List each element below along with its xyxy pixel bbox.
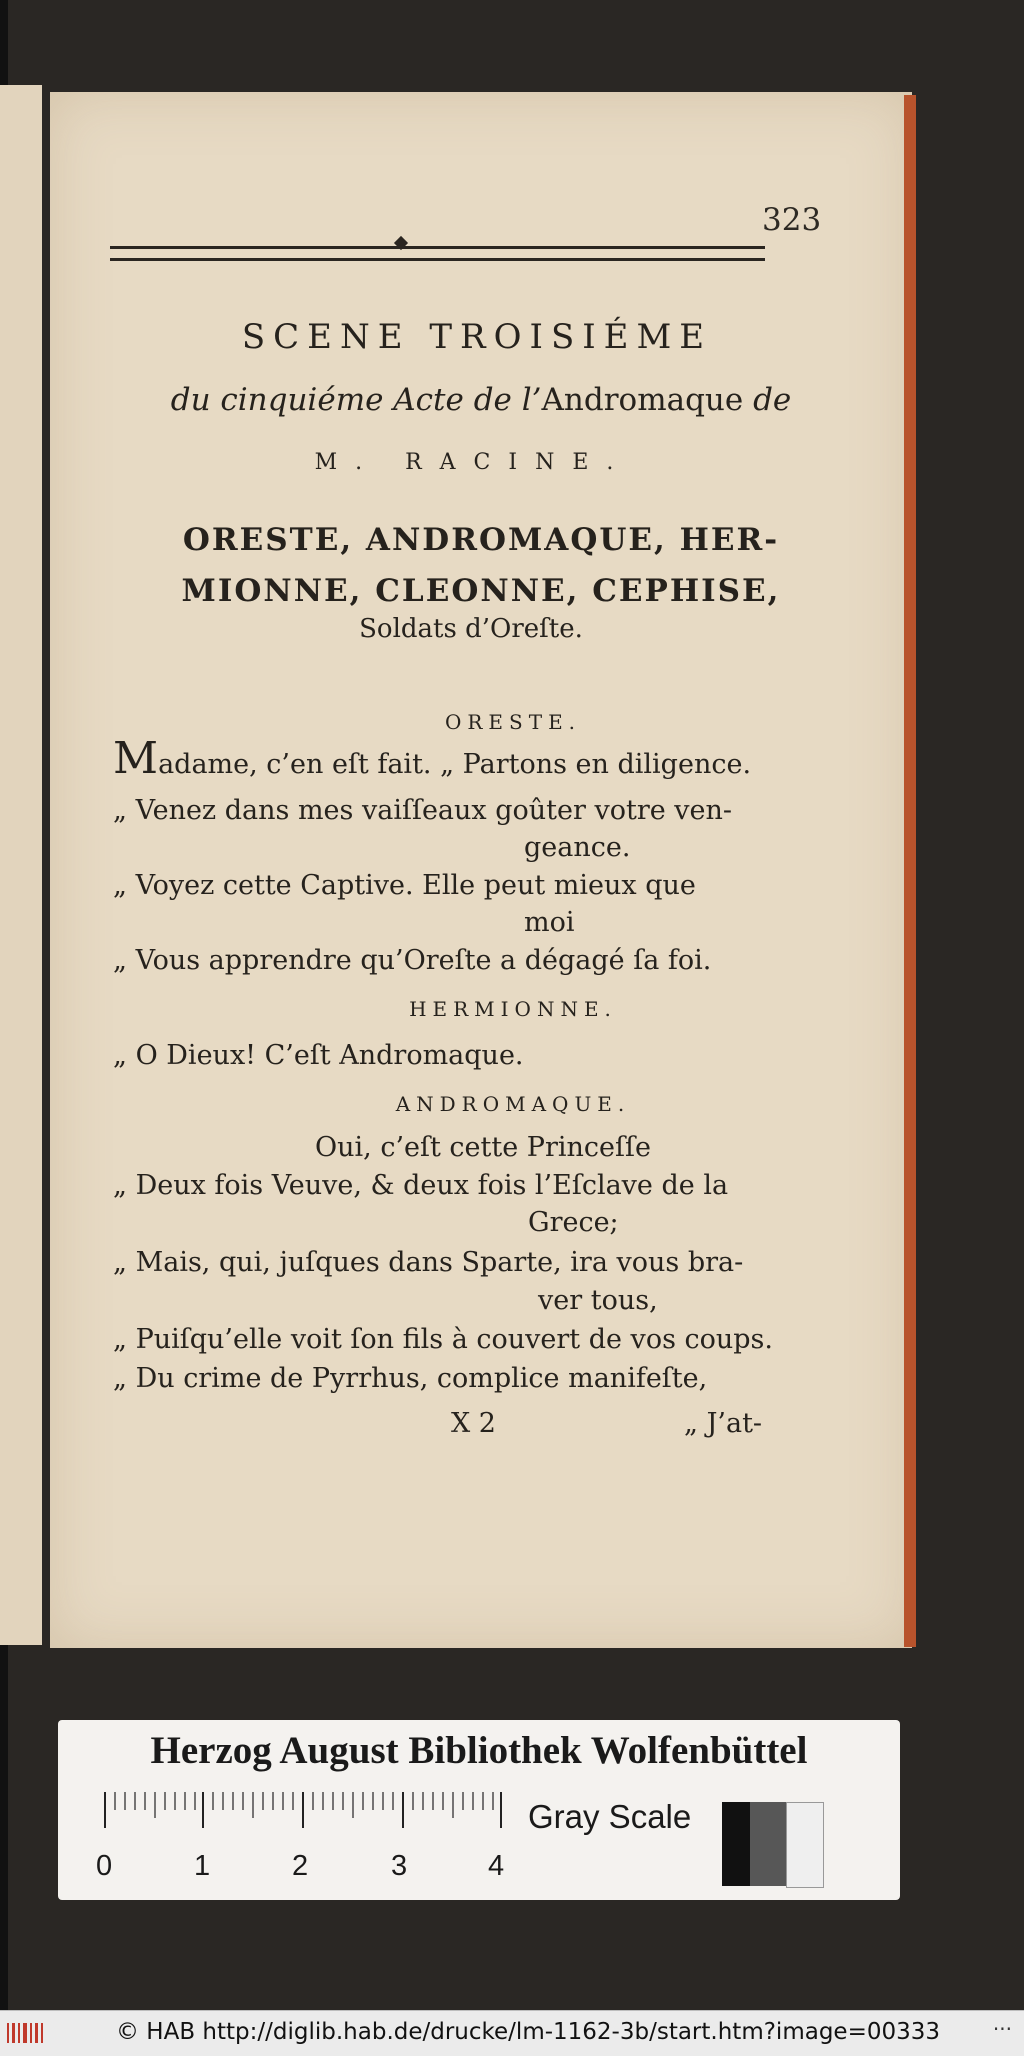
ruler-tick-2: 2 xyxy=(292,1850,309,1882)
verse-line-2b: geance. xyxy=(524,832,631,863)
verse-line-8: „ Mais, qui, juſques dans Sparte, ira vous bra- xyxy=(113,1247,744,1278)
verse-line-1: Madame, c’en eſt fait. „ Partons en diligence. xyxy=(113,733,752,784)
color-calibration-card xyxy=(58,1720,900,1900)
speaker-andromaque: ANDROMAQUE. xyxy=(395,1092,631,1116)
speaker-hermione: HERMIONNE. xyxy=(409,997,617,1021)
status-bar xyxy=(0,2010,1024,2056)
card-title: Herzog August Bibliothek Wolfenbüttel xyxy=(150,1729,808,1772)
verse-line-8b: ver tous, xyxy=(538,1285,658,1316)
gray-scale-label: Gray Scale xyxy=(528,1798,692,1835)
verse-line-7b: Grece; xyxy=(528,1207,619,1238)
verse-line-7: „ Deux fois Veuve, & deux fois l’Eſclave de la xyxy=(113,1170,729,1201)
verse-line-5: „ O Dieux! C’eſt Andromaque. xyxy=(113,1040,524,1071)
cast-line-3: Soldats d’Oreſte. xyxy=(359,614,583,644)
verse-line-2: „ Venez dans mes vaiſſeaux goûter votre ven- xyxy=(113,795,733,826)
ruler-tick-1: 1 xyxy=(194,1850,211,1882)
cast-line-1: ORESTE, ANDROMAQUE, HER- xyxy=(182,522,780,558)
ruler-tick-3: 3 xyxy=(391,1850,408,1882)
source-url[interactable]: © HAB http://diglib.hab.de/drucke/lm-1162-3b/start.htm?image=00333 xyxy=(116,2019,941,2045)
author-line: M. RACINE. xyxy=(314,450,632,475)
swatch-dark-gray xyxy=(750,1802,786,1886)
verse-line-9: „ Puiſqu’elle voit ſon fils à couvert de vos coups. xyxy=(113,1324,773,1355)
ruler-scale xyxy=(103,1790,503,1850)
verse-line-3b: moi xyxy=(524,907,575,938)
catchword: „ J’at- xyxy=(684,1408,763,1439)
ornamental-rule xyxy=(110,246,765,261)
signature-mark: X 2 xyxy=(451,1408,496,1439)
barcode-icon xyxy=(6,2021,46,2045)
verse-line-4: „ Vous apprendre qu’Oreſte a dégagé ſa foi. xyxy=(113,945,712,976)
more-options-icon[interactable]: ··· xyxy=(992,2017,1012,2041)
scene-subheading: du cinquiéme Acte de l’Andromaque de xyxy=(170,382,792,418)
speaker-oreste: ORESTE. xyxy=(444,710,582,734)
page-fore-edge xyxy=(904,95,916,1647)
ruler-labels xyxy=(96,1850,536,1890)
facing-page-edge xyxy=(0,85,42,1645)
swatch-white xyxy=(786,1802,824,1888)
swatch-black xyxy=(722,1802,750,1886)
page-number: 323 xyxy=(762,202,822,238)
verse-line-3: „ Voyez cette Captive. Elle peut mieux que xyxy=(113,870,696,901)
ruler-tick-0: 0 xyxy=(96,1850,113,1882)
verse-line-10: „ Du crime de Pyrrhus, complice manifeſte, xyxy=(113,1363,708,1394)
verse-line-6: Oui, c’eſt cette Princeſſe xyxy=(315,1132,651,1163)
ruler-tick-4: 4 xyxy=(488,1850,505,1882)
cast-line-2: MIONNE, CLEONNE, CEPHISE, xyxy=(181,573,781,609)
scene-heading: SCENE TROISIÉME xyxy=(241,317,713,357)
